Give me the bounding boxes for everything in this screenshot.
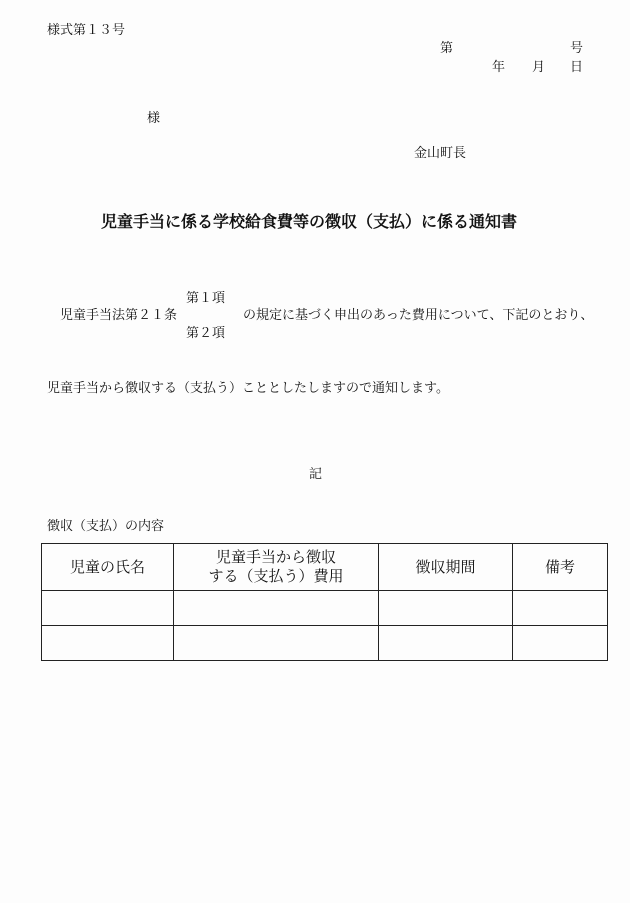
- table-row: [42, 626, 608, 661]
- table-header-row: [42, 544, 608, 591]
- sender: 金山町長: [414, 146, 467, 161]
- document-title: 児童手当に係る学校給食費等の徴収（支払）に係る通知書: [101, 212, 518, 231]
- header-remarks: [513, 544, 608, 591]
- ki-heading: 記: [309, 467, 323, 482]
- recipient-suffix: 様: [147, 111, 161, 126]
- header-remarks-label: 備考: [544, 557, 575, 576]
- date-year: 年: [492, 60, 506, 75]
- clause-2: 第２項: [186, 326, 226, 341]
- date-day: 日: [570, 60, 584, 75]
- cell-period[interactable]: [379, 591, 513, 626]
- cell-remarks[interactable]: [513, 626, 608, 661]
- doc-number-suffix: 号: [570, 41, 584, 56]
- cell-child-name[interactable]: [42, 591, 174, 626]
- header-cost: [174, 544, 379, 591]
- header-period-label: 徴収期間: [415, 557, 476, 576]
- cell-remarks[interactable]: [513, 591, 608, 626]
- header-child-name: [42, 544, 174, 591]
- cell-cost[interactable]: [174, 626, 379, 661]
- body-line-1: の規定に基づく申出のあった費用について、下記のとおり、: [243, 308, 594, 323]
- form-number: 様式第１３号: [47, 23, 126, 38]
- header-cost-line2: する（支払う）費用: [208, 567, 344, 585]
- table-caption: 徴収（支払）の内容: [47, 519, 165, 534]
- date-month: 月: [532, 60, 546, 75]
- header-child-name-label: 児童の氏名: [69, 557, 145, 576]
- cell-cost[interactable]: [174, 591, 379, 626]
- doc-number-prefix: 第: [440, 41, 454, 56]
- clause-1: 第１項: [186, 291, 226, 306]
- content-table: [41, 543, 608, 661]
- header-cost-line1: 児童手当から徴収: [215, 548, 336, 566]
- header-period: [379, 544, 513, 591]
- body-line-2: 児童手当から徴収する（支払う）こととしたしますので通知します。: [47, 381, 449, 396]
- table-row: [42, 591, 608, 626]
- cell-period[interactable]: [379, 626, 513, 661]
- law-reference: 児童手当法第２１条: [60, 308, 178, 323]
- cell-child-name[interactable]: [42, 626, 174, 661]
